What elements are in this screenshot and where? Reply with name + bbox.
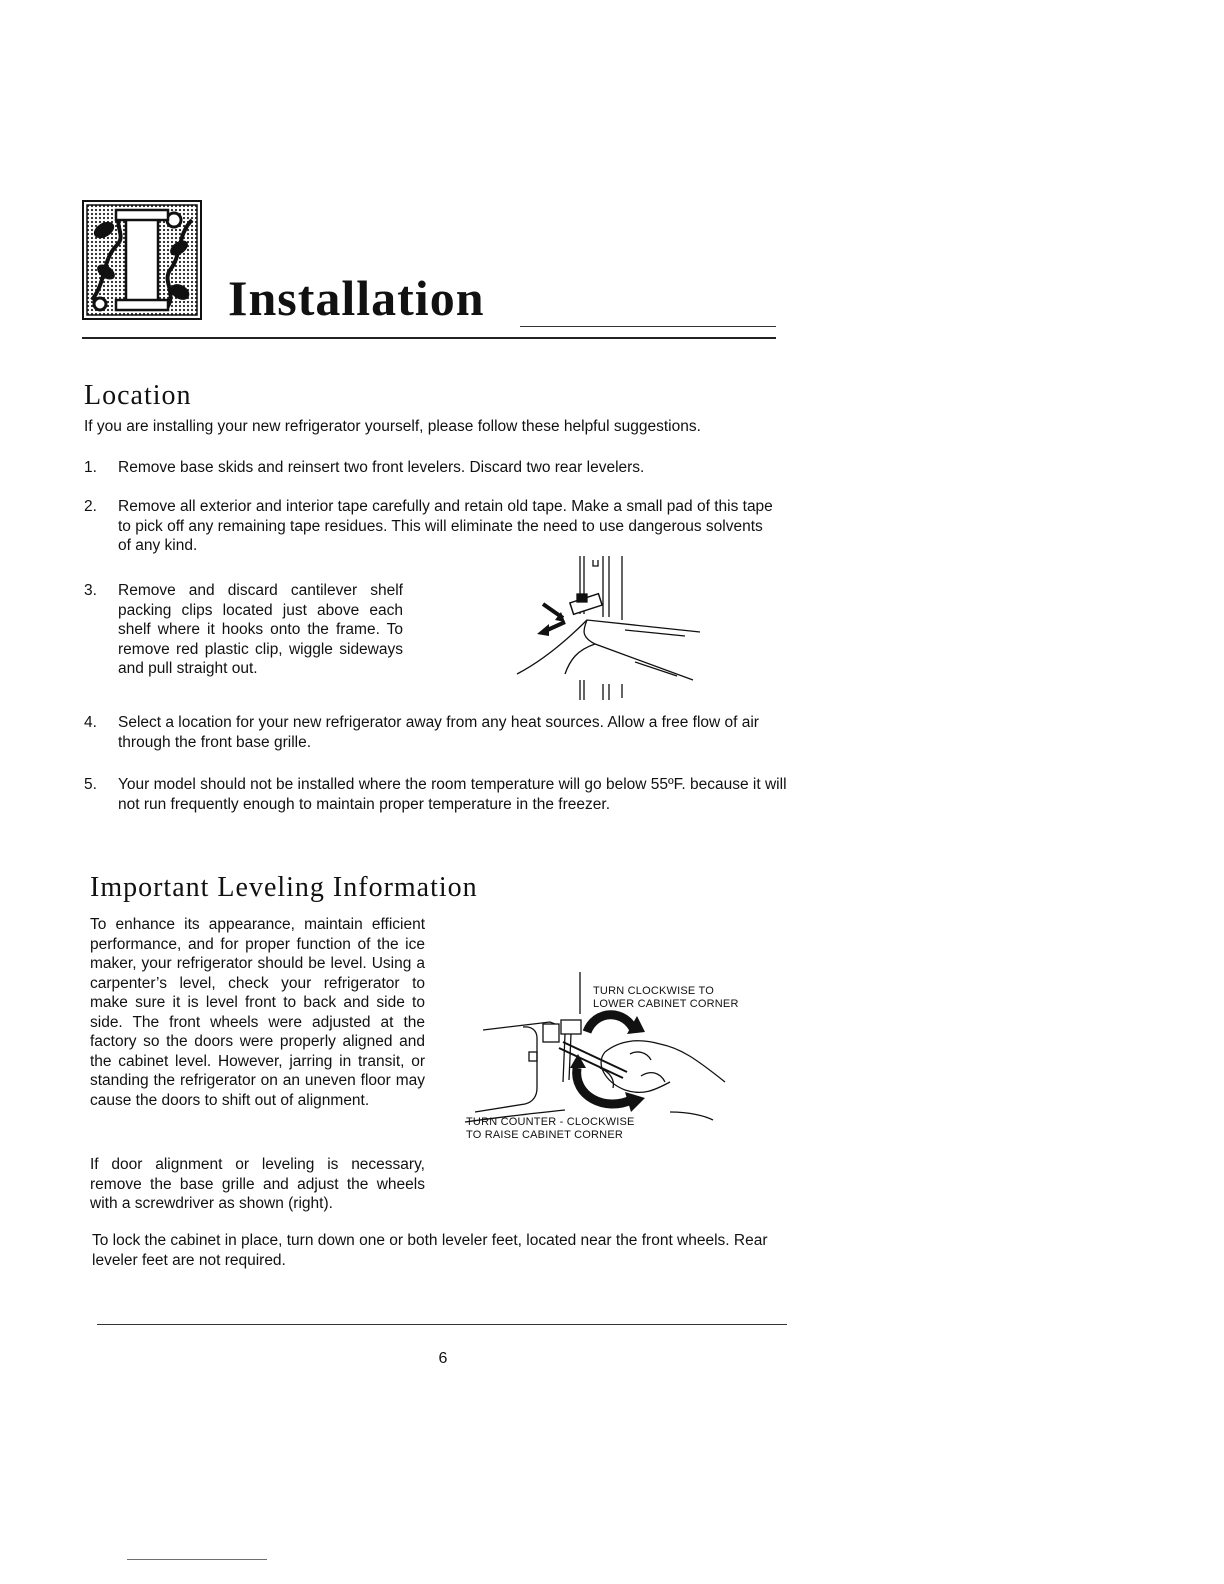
step-text: Select a location for your new refrigerator away from any heat sources. Allow a free flow of air through the front base grille. [118, 714, 759, 751]
leveling-heading: Important Leveling Information [90, 872, 478, 903]
step-number: 4. [84, 714, 97, 731]
counter-label-line: TURN COUNTER - CLOCKWISE [466, 1116, 635, 1128]
step-number: 3. [84, 582, 97, 599]
clockwise-label [593, 985, 763, 1011]
step-text: Remove all exterior and interior tape carefully and retain old tape. Make a small pad of this tape to pick off any remaining tape residues. This will eliminate the need to use dangerous solvents of any kind. [118, 498, 773, 554]
shelf-clip-illustration [505, 552, 715, 704]
step-text: Remove and discard cantilever shelf packing clips located just above each shelf where it hooks onto the frame. To remove red plastic clip, wiggle sideways and pull straight out. [118, 582, 403, 677]
step-text: Your model should not be installed where the room temperature will go below 55ºF. because it will not run frequently enough to maintain proper temperature in the freezer. [118, 776, 787, 813]
counter-label-line: TO RAISE CABINET CORNER [466, 1129, 623, 1141]
step-number: 5. [84, 776, 97, 793]
bottom-link-underline [127, 1559, 267, 1560]
leveling-paragraph: To enhance its appearance, maintain efficient performance, and for proper function of the ice maker, your refrigerator should be level. Using a carpenter’s level, check your refrigerator to make sure it is level front to back and side to side. The front wheels were adjusted at the factory so the doors were properly aligned and the cabinet level. However, jarring in transit, or standing the refrigerator on an uneven floor may cause the doors to shift out of alignment. [90, 916, 425, 1109]
header-divider [82, 337, 776, 339]
step-text: Remove base skids and reinsert two front levelers. Discard two rear levelers. [118, 459, 645, 476]
ornamental-drop-cap [82, 200, 202, 320]
step-number: 2. [84, 498, 97, 515]
clockwise-label-line: TURN CLOCKWISE TO [593, 985, 714, 997]
location-heading: Location [84, 380, 192, 411]
leveling-paragraph: If door alignment or leveling is necessary, remove the base grille and adjust the wheels with a screwdriver as shown (right). [90, 1156, 425, 1212]
location-intro: If you are installing your new refrigerator yourself, please follow these helpful suggestions. [84, 418, 701, 435]
page-title: Installation [228, 270, 485, 326]
step-number: 1. [84, 459, 97, 476]
clockwise-label-line: LOWER CABINET CORNER [593, 998, 739, 1010]
page-number: 6 [438, 1350, 448, 1367]
title-underline [520, 326, 776, 327]
leveling-paragraph: To lock the cabinet in place, turn down one or both leveler feet, located near the front wheels. Rear leveler feet are not required. [92, 1232, 768, 1269]
counter-clockwise-label [466, 1116, 686, 1142]
footer-divider [97, 1324, 787, 1325]
